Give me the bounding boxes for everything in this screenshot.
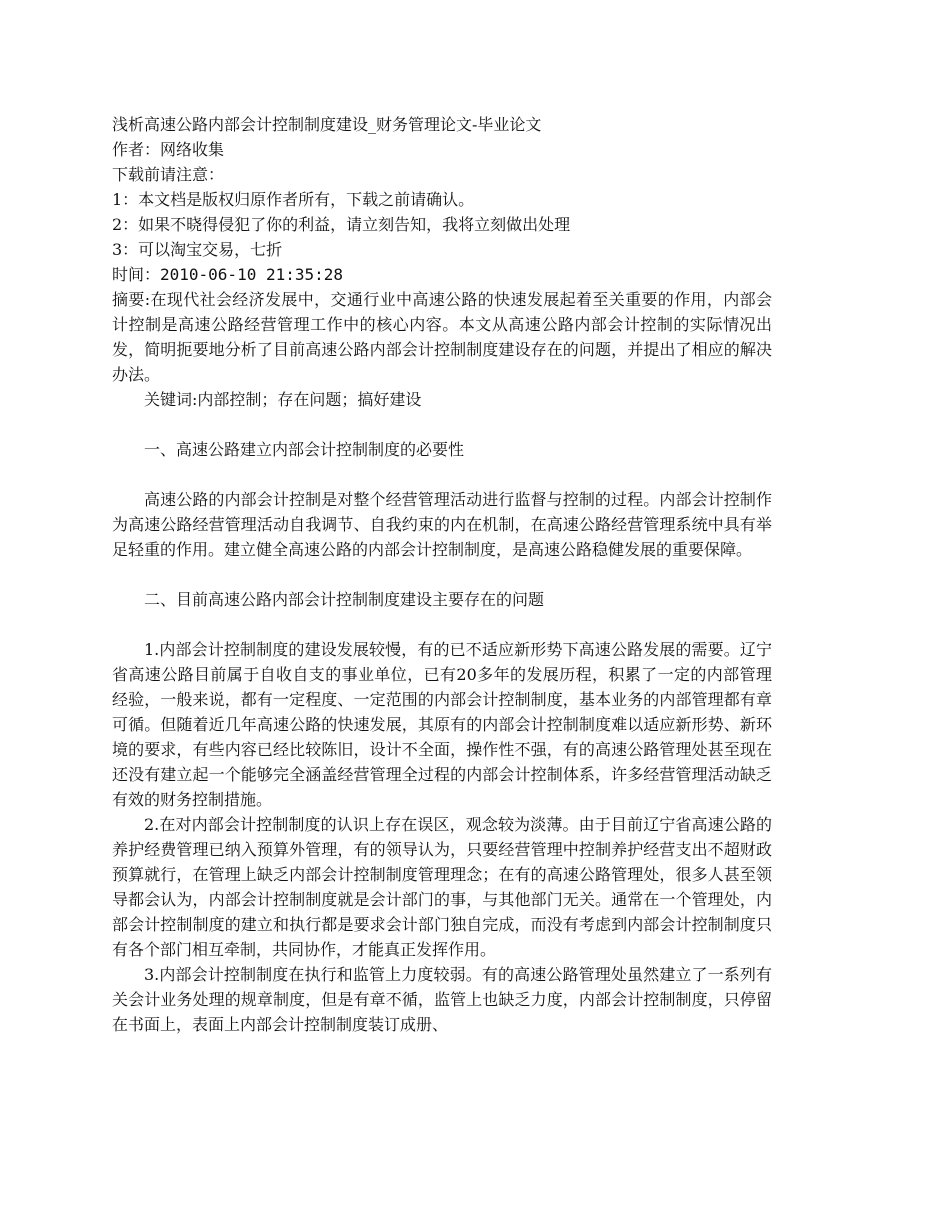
section-2-point-2: 2.在对内部会计控制制度的认识上存在误区，观念较为淡薄。由于目前辽宁省高速公路的养护经费管理已纳入预算外管理，有的领导认为，只要经营管理中控制养护经营支出不超财政预算就行，在管理上缺乏内部会计控制制度管理理念；在有的高速公路管理处，很多人甚至领导都会认为，内部会计控制制度就是会计部门的事，与其他部门无关。通常在一个管理处，内部会计控制制度的建立和执行都是要求会计部门独自完成，而没有考虑到内部会计控制制度只有各个部门相互牵制，共同协作，才能真正发挥作用。 [112,815,772,959]
document-author: 作者：网络收集 [112,140,225,159]
notice-item-2: 2：如果不晓得侵犯了你的利益，请立刻告知，我将立刻做出处理 [112,215,571,234]
section-1-body: 高速公路的内部会计控制是对整个经营管理活动进行监督与控制的过程。内部会计控制作为高速公路经营管理活动自我调节、自我约束的内在机制，在高速公路经营管理系统中具有举足轻重的作用。建立健全高速公路的内部会计控制制度，是高速公路稳健发展的重要保障。 [112,490,772,559]
spacer [112,412,772,437]
section-1-heading: 一、高速公路建立内部会计控制制度的必要性 [144,440,465,459]
notice-item-1: 1：本文档是版权归原作者所有，下载之前请确认。 [112,190,475,209]
abstract-paragraph: 摘要:在现代社会经济发展中，交通行业中高速公路的快速发展起着至关重要的作用，内部会计控制是高速公路经营管理工作中的核心内容。本文从高速公路内部会计控制的实际情况出发，简明扼要地分析了目前高速公路内部会计控制制度建设存在的问题，并提出了相应的解决办法。 [112,290,772,384]
spacer [112,462,772,487]
notice-heading: 下载前请注意： [112,165,225,184]
notice-item-3: 3：可以淘宝交易，七折 [112,240,283,259]
spacer [112,612,772,637]
section-2-heading: 二、目前高速公路内部会计控制制度建设主要存在的问题 [144,590,545,609]
section-2-point-1: 1.内部会计控制制度的建设发展较慢，有的已不适应新形势下高速公路发展的需要。辽宁省高速公路目前属于自收自支的事业单位，已有20多年的发展历程，积累了一定的内部管理经验，一般来说，都有一定程度、一定范围的内部会计控制制度，基本业务的内部管理都有章可循。但随着近几年高速公路的快速发展，其原有的内部会计控制制度难以适应新形势、新环境的要求，有些内容已经比较陈旧，设计不全面，操作性不强，有的高速公路管理处甚至现在还没有建立起一个能够完全涵盖经营管理全过程的内部会计控制体系，许多经营管理活动缺乏有效的财务控制措施。 [112,640,772,809]
keywords-line: 关键词:内部控制；存在问题；搞好建设 [144,390,422,409]
spacer [112,562,772,587]
document-page [112,112,772,1037]
document-title: 浅析高速公路内部会计控制制度建设_财务管理论文-毕业论文 [112,115,542,134]
section-2-point-3: 3.内部会计控制制度在执行和监管上力度较弱。有的高速公路管理处虽然建立了一系列有关会计业务处理的规章制度，但是有章不循，监管上也缺乏力度，内部会计控制制度，只停留在书面上，表面上内部会计控制制度装订成册、 [112,965,772,1034]
publish-time: 时间：2010-06-10 21:35:28 [112,265,344,284]
